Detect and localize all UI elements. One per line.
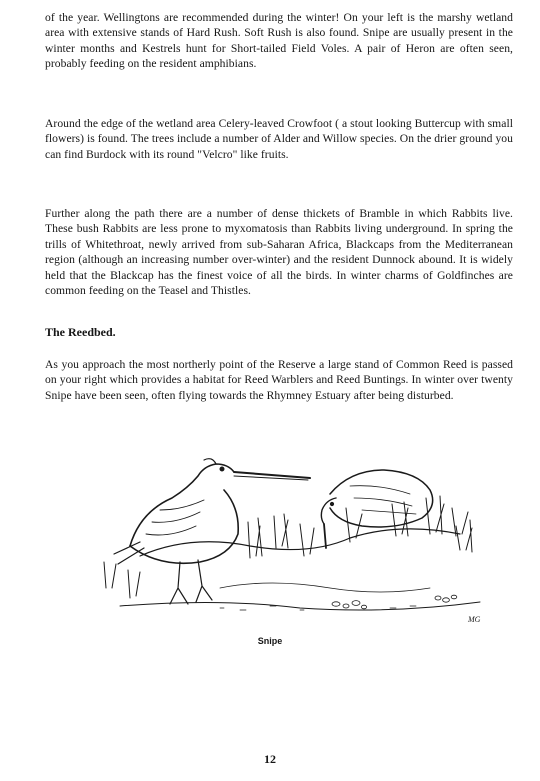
section-heading: The Reedbed. [45, 325, 116, 339]
illustration-caption: Snipe [257, 636, 283, 646]
snipe-large [114, 459, 310, 604]
reeds [104, 496, 472, 598]
paragraph-bramble-thickets: Further along the path there are a number of dense thickets of Bramble in which Rabbits live. These bush Rabbits are less prone to myxomatosis than Rabbits living underground. In spring the trills of Whitethroat, newly arrived from sub-Saharan Africa, Blackcaps from the Mediterranean region (although an increasing number over-winter) and the resident Dunnock abound. It is widely held that the Blackcap has the finest voice of all the birds. In winter charms of Goldfinches are common feeding on the Teasel and Thistles. [45, 207, 513, 298]
paragraph-wetland: of the year. Wellingtons are recommended during the winter! On your left is the marshy wetland area with extensive stands of Hard Rush. Soft Rush is also found. Snipe are usually present in the winter months and Kestrels hunt for Short-tailed Field Voles. A pair of Heron are often seen, probably feeding on the resident amphibians. [45, 11, 513, 71]
ground-line [120, 602, 480, 610]
artist-signature: MG [468, 615, 481, 624]
snipe-small [321, 470, 432, 548]
water-line [220, 583, 430, 592]
page-number: 12 [264, 752, 276, 766]
paragraph-wetland-edge: Around the edge of the wetland area Celery-leaved Crowfoot ( a stout looking Buttercup with small flowers) is found. The trees include a number of Alder and Willow species. On the drier ground you can find Burdock with its round "Velcro" like fruits. [45, 117, 513, 161]
paragraph-reedbed: As you approach the most northerly point of the Reserve a large stand of Common Reed is passed on your right which provides a habitat for Reed Warblers and Reed Buntings. In winter over twenty Snipe have been seen, often flying towards the Rhymney Estuary after being disturbed. [45, 358, 513, 402]
shoreline [140, 529, 460, 556]
snipe-illustration [100, 438, 490, 628]
